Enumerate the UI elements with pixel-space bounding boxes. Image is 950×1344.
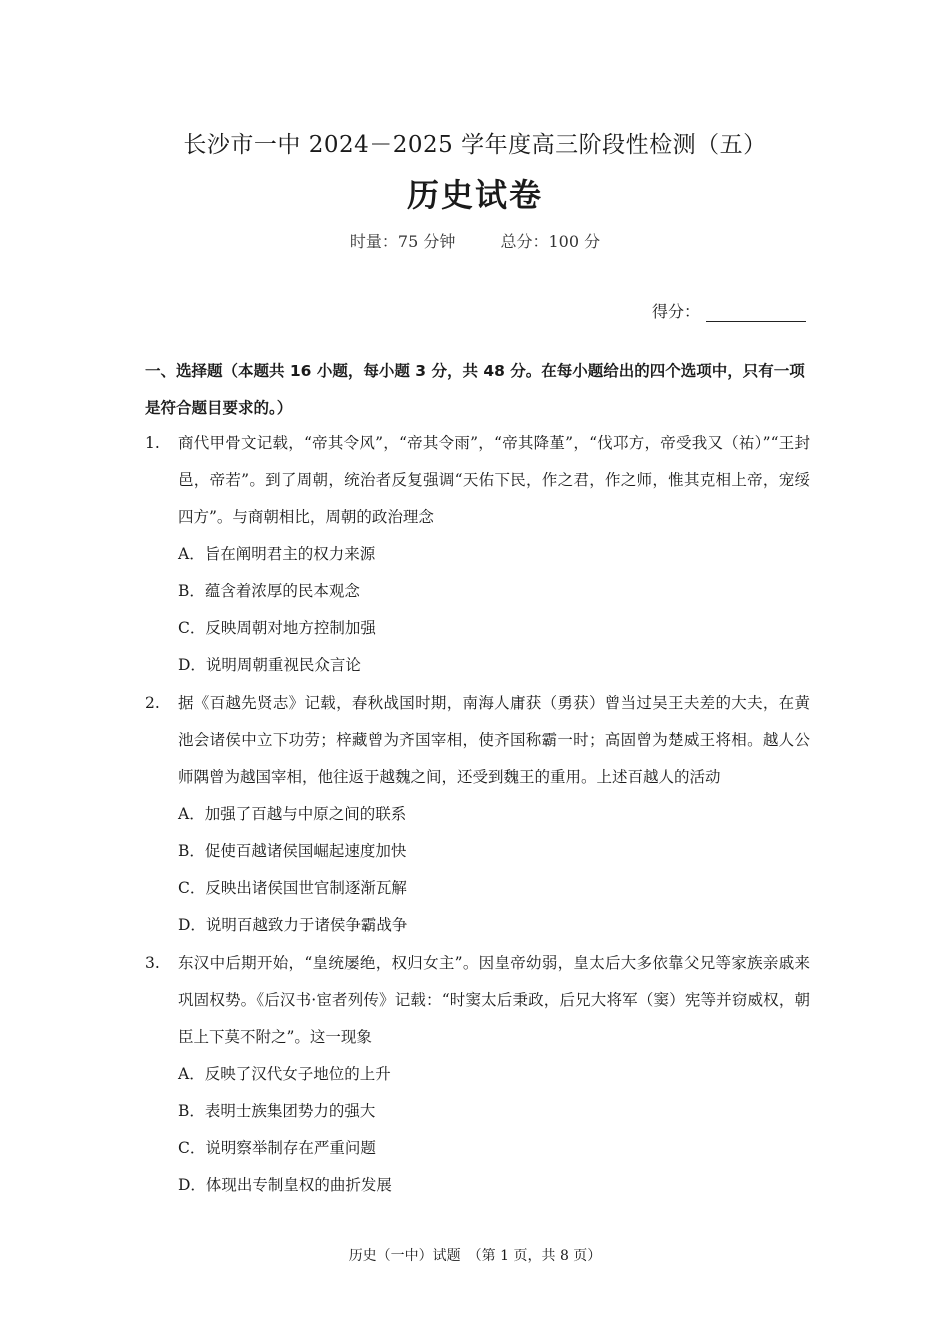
question-number: 2. — [145, 694, 160, 712]
question-stem: 商代甲骨文记载，“帝其令风”，“帝其令雨”，“帝其降堇”，“伐邛方，帝受我又（祐）”“王封邑，帝若”。到了周朝，统治者反复强调“天佑下民，作之君，作之师，惟其克相上帝，宠绥四方”。与商朝相比，周朝的政治理念 — [178, 434, 810, 526]
question-1 — [145, 425, 810, 684]
score-blank — [706, 303, 806, 322]
exam-meta — [0, 229, 950, 252]
question-stem: 东汉中后期开始，“皇统屡绝，权归女主”。因皇帝幼弱，皇太后大多依靠父兄等家族亲戚来巩固权势。《后汉书·宦者列传》记载：“时窦太后秉政，后兄大将军（窦）宪等并窃威权，朝臣上下莫不附之”。这一现象 — [178, 954, 810, 1046]
option-a: A．反映了汉代女子地位的上升 — [178, 1065, 391, 1083]
question-3 — [145, 945, 810, 1204]
option-b: B．表明士族集团势力的强大 — [178, 1102, 376, 1120]
exam-header-title: 长沙市一中 2024－2025 学年度高三阶段性检测（五） — [183, 132, 767, 158]
option-c: C．反映周朝对地方控制加强 — [178, 619, 376, 637]
score-field — [652, 299, 806, 322]
option-b: B．促使百越诸侯国崛起速度加快 — [178, 842, 407, 860]
option-d: D．体现出专制皇权的曲折发展 — [178, 1176, 392, 1194]
question-2 — [145, 685, 810, 944]
question-number: 1. — [145, 434, 160, 452]
option-d: D．说明百越致力于诸侯争霸战争 — [178, 916, 408, 934]
question-stem: 据《百越先贤志》记载，春秋战国时期，南海人庸获（勇获）曾当过吴王夫差的大夫，在黄池会诸侯中立下功劳；梓藏曾为齐国宰相，使齐国称霸一时；高固曾为楚威王将相。越人公师隅曾为越国宰相，他往返于越魏之间，还受到魏王的重用。上述百越人的活动 — [178, 694, 810, 786]
question-number: 3. — [145, 954, 160, 972]
option-a: A．旨在阐明君主的权力来源 — [178, 545, 376, 563]
option-d: D．说明周朝重视民众言论 — [178, 656, 361, 674]
option-b: B．蕴含着浓厚的民本观念 — [178, 582, 360, 600]
option-c: C．说明察举制存在严重问题 — [178, 1139, 376, 1157]
score-label: 得分： — [651, 302, 700, 321]
subject-title: 历史试卷 — [406, 176, 543, 214]
total-score: 总分：100 分 — [500, 232, 601, 251]
option-a: A．加强了百越与中原之间的联系 — [178, 805, 407, 823]
section-heading: 一、选择题（本题共 16 小题，每小题 3 分，共 48 分。在每小题给出的四个选项中，只有一项是符合题目要求的。） — [145, 362, 805, 417]
option-c: C．反映出诸侯国世官制逐渐瓦解 — [178, 879, 407, 897]
time-limit: 时量：75 分钟 — [349, 232, 456, 251]
page-footer: 历史（一中）试题 （第 1 页，共 8 页） — [348, 1248, 602, 1264]
